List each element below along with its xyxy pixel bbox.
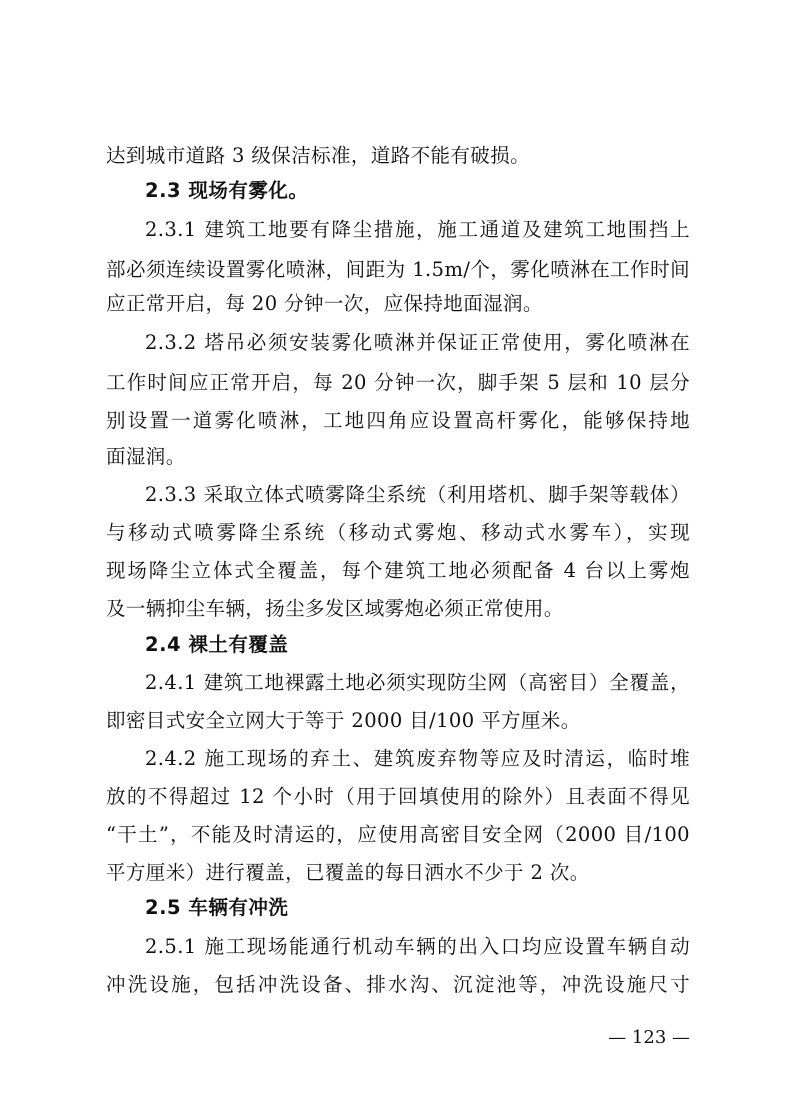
body-text-line: 达到城市道路 3 级保洁标准，道路不能有破损。 [106,144,531,167]
paragraph-2-3-3-line: 及一辆抑尘车辆，扬尘多发区域雾炮必须正常使用。 [106,597,564,620]
paragraph-2-4-2-line: 平方厘米）进行覆盖，已覆盖的每日洒水不少于 2 次。 [106,861,590,884]
paragraph-2-3-1-line: 应正常开启，每 20 分钟一次，应保持地面湿润。 [106,292,543,315]
section-heading-2-5: 2.5 车辆有冲洗 [145,896,289,919]
paragraph-2-3-1-line: 部必须连续设置雾化喷淋，间距为 1.5m/个，雾化喷淋在工作时间 [106,258,690,281]
paragraph-2-4-2-line: 放的不得超过 12 个小时（用于回填使用的除外）且表面不得见 [106,785,690,808]
paragraph-2-5-1-line: 冲洗设施，包括冲洗设备、排水沟、沉淀池等，冲洗设施尺寸 [106,973,690,996]
paragraph-2-4-2-line: “干土”，不能及时清运的，应使用高密目安全网（2000 目/100 [106,823,690,846]
paragraph-2-3-2-line: 面湿润。 [106,445,186,468]
paragraph-2-4-1-line: 即密目式安全立网大于等于 2000 目/100 平方厘米。 [106,709,581,732]
paragraph-2-3-1-line: 2.3.1 建筑工地要有降尘措施，施工通道及建筑工地围挡上 [145,218,690,241]
page-number: — 123 — [608,1027,690,1048]
paragraph-2-4-1-line: 2.4.1 建筑工地裸露土地必须实现防尘网（高密目）全覆盖， [145,671,690,694]
paragraph-2-3-3-line: 2.3.3 采取立体式喷雾降尘系统（利用塔机、脚手架等载体） [145,483,690,506]
paragraph-2-4-2-line: 2.4.2 施工现场的弃土、建筑废弃物等应及时清运，临时堆 [145,747,690,770]
section-heading-2-4: 2.4 裸土有覆盖 [145,633,289,656]
section-heading-2-3: 2.3 现场有雾化。 [145,179,309,202]
paragraph-2-3-2-line: 别设置一道雾化喷淋，工地四角应设置高杆雾化，能够保持地 [106,409,690,432]
paragraph-2-3-3-line: 与移动式喷雾降尘系统（移动式雾炮、移动式水雾车），实现 [106,521,690,544]
paragraph-2-3-2-line: 2.3.2 塔吊必须安装雾化喷淋并保证正常使用，雾化喷淋在 [145,331,690,354]
paragraph-2-3-3-line: 现场降尘立体式全覆盖，每个建筑工地必须配备 4 台以上雾炮 [106,559,690,582]
paragraph-2-5-1-line: 2.5.1 施工现场能通行机动车辆的出入口均应设置车辆自动 [145,935,690,958]
paragraph-2-3-2-line: 工作时间应正常开启，每 20 分钟一次，脚手架 5 层和 10 层分 [106,371,690,394]
